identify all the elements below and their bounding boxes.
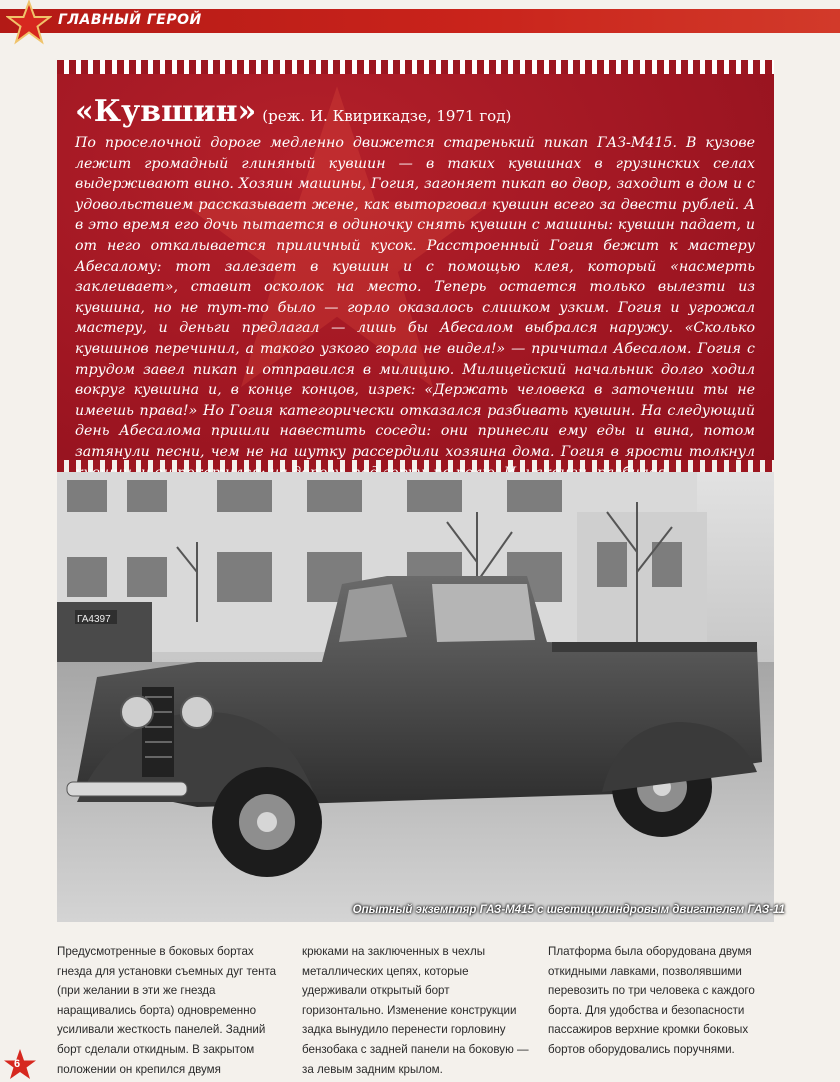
- film-synopsis-text: По проселочной дороге медленно движется старенький пикап ГАЗ-М415. В кузове лежит громадный глиняный кувшин — в таких кувшинах в грузинских селах выдерживают вино. Хозяин машины, Гогия, загоняет пикап во двор, заходит в дом и с удовольствием рассказывает жене, как выторговал кувшин всего за двести рублей. А в это время его дочь пытается в одиночку снять кувшин с машины: кувшин падает, и от него откалывается приличный кусок. Расстроенный Гогия бежит к мастеру Абесалому: тот залезает в кувшин и с помощью клея, который «насмерть заклеивает», ставит осколок на место. Теперь остается только вылезти из кувшина, но не тут-то было — горло оказалось слишком узким. Гогия и угрожал мастеру, и деньги предлагал — лишь бы Абесалом выбрался наружу. «Сколько кувшинов перечинил, а такого узкого горла не видел!» — причитал Абесалом. Гогия с трудом завел пикап и отправился в милицию. Милицейский начальник долго ходил вокруг кувшина и, в конце концов, изрек: «Держать человека в заточении ты не имеешь права!» Но Гогия категорически отказался разбивать кувшин. На следующий день Абесалома пришли навестить соседи: они принесли ему еды и вина, потом затянули песни, чем не на шутку рассердили хозяина дома. Гогия в ярости толкнул: [75, 135, 755, 460]
- film-title: [75, 94, 511, 129]
- photo-caption: Опытный экземпляр ГАЗ-М415 с шестицилиндровым двигателем ГАЗ-11: [352, 904, 785, 916]
- body-column-2: крюками на заключенных в чехлы металлических цепях, которые удерживали открытый борт горизонтально. Изменение конструкции задка вынудило перенести горловину бензобака с задней панели на боковую — за левым задним крылом.: [302, 945, 529, 1076]
- page-number: 6: [14, 1058, 21, 1070]
- film-title-text: «Кувшин»: [75, 94, 257, 129]
- red-star-icon: [6, 0, 52, 46]
- section-title: ГЛАВНЫЙ ГЕРОЙ: [58, 12, 202, 28]
- film-director-year: (реж. И. Квирикадзе, 1971 год): [262, 107, 512, 125]
- film-strip-top: [57, 60, 774, 74]
- body-column-1: Предусмотренные в боковых бортах гнезда для установки съемных дуг тента (при желании в эти же гнезда наращивались борта) одновременно усиливали жесткость панелей. Задний борт сделали откидным. В закрытом положении он крепился двумя: [57, 945, 277, 1076]
- truck-photo: [57, 472, 774, 922]
- background-truck-plate: ГА4397: [77, 614, 111, 625]
- body-column-3: Платформа была оборудована двумя откидными лавками, позволявшими перевозить по три человека с каждого борта. Для удобства и безопасности пассажиров верхние кромки боковых бортов оборудовались поручнями.: [548, 945, 755, 1056]
